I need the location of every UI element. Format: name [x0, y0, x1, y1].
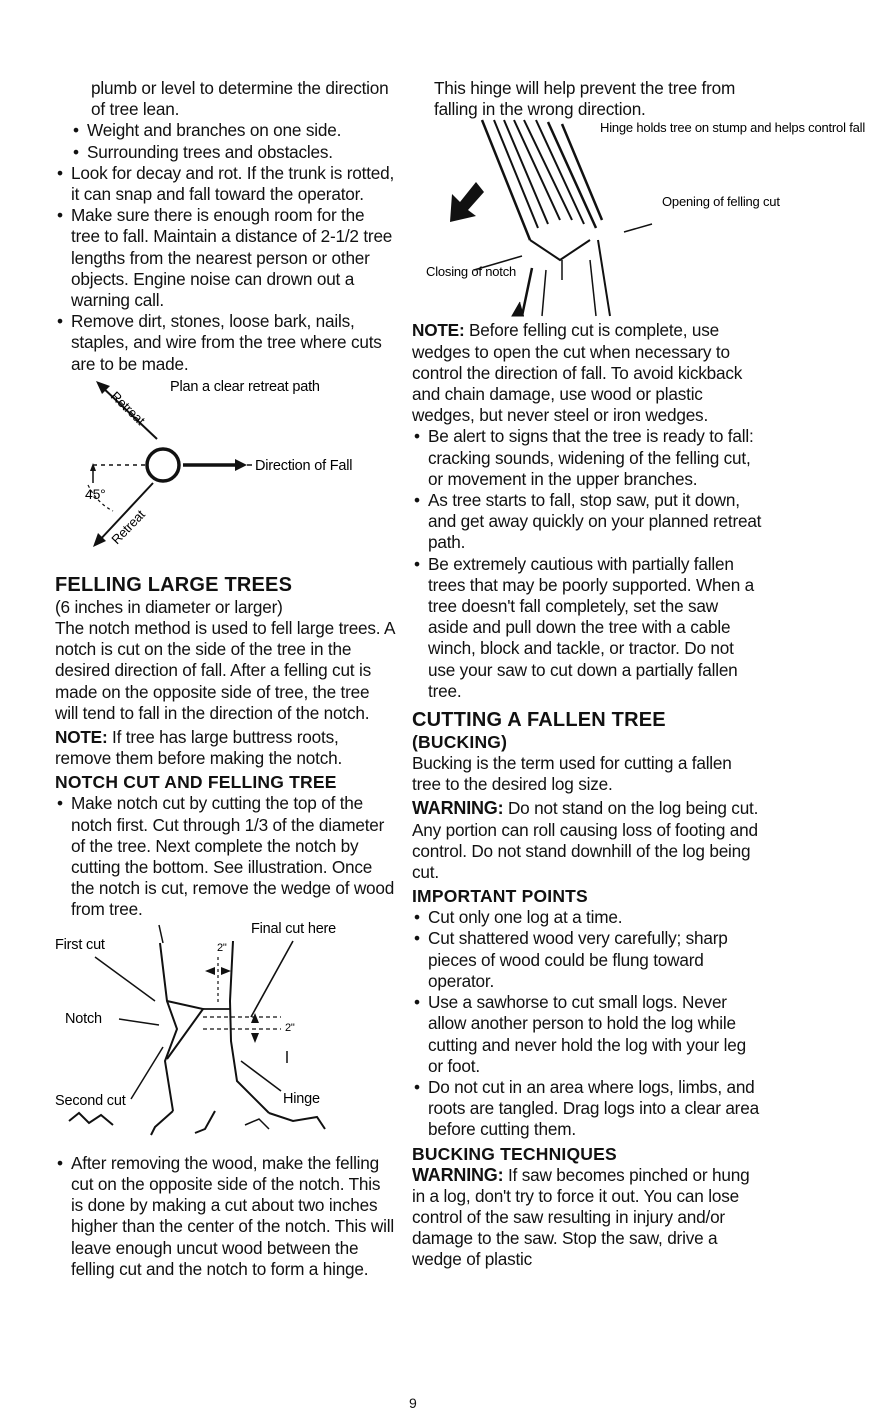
first-cut-bracket — [159, 925, 163, 943]
list-item: • Make sure there is enough room for the tree to fall. Maintain a distance of 2-1/2 tree lengths from the nearest person or other objects. Engine noise can drown out a warning call. — [55, 205, 395, 311]
buttress-note — [55, 727, 395, 769]
warning-text: If saw becomes pinched or hung in a log, don't try to force it out. You can lose control of the saw resulting in injury and/or damage to the saw. Stop the saw, drive a wedge of plastic — [412, 1164, 750, 1270]
warning-text: Do not stand on the log being cut. Any portion can roll causing loss of footing and control. Do not stand downhill of the log being cut. — [412, 798, 759, 883]
list-item: • Cut only one log at a time. — [412, 907, 762, 928]
grass-tuft — [245, 1119, 269, 1129]
left-column — [55, 78, 395, 1280]
plan-retreat-label: Plan a clear retreat path — [170, 378, 320, 395]
upper-retreat-label: Retreat — [107, 388, 148, 428]
stump-hatch — [590, 260, 596, 316]
notch-outline — [530, 240, 590, 260]
trunk-left-edge — [160, 943, 177, 1111]
tree-circle — [147, 449, 179, 481]
felling-subheading: (6 inches in diameter or larger) — [55, 596, 283, 617]
list-item: • Be extremely cautious with partially fallen trees that may be poorly supported. When a tree doesn't fall completely, set the saw aside and pull down the tree with a cable winch, block and tackle, or tractor. Do not use your saw to cut down a partially fallen tree. — [412, 554, 762, 702]
bucking-subheading: (BUCKING) — [412, 732, 508, 753]
felling-paragraph: The notch method is used to fell large trees. A notch is cut on the side of the tree in the desired direction of fall. After a felling cut is made on the opposite side of tree, the tree will tend to fall in the direction of the notch. — [55, 618, 395, 723]
dimension-arrow-icon — [221, 967, 231, 975]
trunk-hatch — [524, 120, 572, 220]
opening-pointer — [624, 224, 652, 232]
hinge-holds-label: Hinge holds tree on stump and helps control fall — [600, 120, 866, 136]
page-number: 9 — [409, 1395, 417, 1411]
top-dimension-label: 2" — [217, 941, 227, 954]
wedge-note — [412, 320, 762, 426]
list-item: • Do not cut in an area where logs, limbs, and roots are tangled. Drag logs into a clear area before cutting them. — [412, 1077, 762, 1141]
stump-hatch — [542, 270, 546, 316]
vertical-arrow-icon — [90, 463, 96, 471]
notch-wedge — [167, 1001, 203, 1059]
final-cut-pointer — [251, 941, 293, 1017]
felling-safety-list — [412, 426, 762, 702]
opening-label: Opening of felling cut — [662, 194, 780, 210]
list-item: • Remove dirt, stones, loose bark, nails, staples, and wire from the tree where cuts are to be made. — [55, 311, 395, 375]
warning-label: WARNING: — [412, 1164, 504, 1185]
list-item: • Make notch cut by cutting the top of the notch first. Cut through 1/3 of the diameter of the tree. Next complete the notch by cutting the bottom. See illustration. Once the notch is cut, remove the wedge of wood from tree. — [55, 793, 395, 920]
hinge-paragraph: This hinge will help prevent the tree from falling in the wrong direction. — [434, 78, 736, 120]
log-warning — [412, 798, 762, 883]
retreat-path-figure — [55, 375, 395, 567]
warning-label: WARNING: — [412, 798, 504, 819]
important-points-list — [412, 907, 762, 1140]
trunk-hatch — [536, 120, 584, 224]
root-left — [151, 1111, 173, 1135]
lower-retreat-label: Retreat — [108, 506, 148, 547]
dimension-arrow-icon — [251, 1033, 259, 1043]
notch-pointer — [119, 1019, 159, 1025]
notch-steps-list — [55, 793, 395, 920]
pinched-saw-warning — [412, 1165, 762, 1271]
first-cut-pointer — [95, 957, 155, 1001]
root-right — [269, 1113, 325, 1129]
direction-of-fall-label: Direction of Fall — [255, 457, 353, 474]
root-center — [195, 1111, 215, 1133]
list-item: • Surrounding trees and obstacles. — [71, 142, 395, 163]
cutting-fallen-tree-heading: CUTTING A FALLEN TREE — [412, 709, 666, 732]
right-column — [412, 78, 866, 1271]
list-item: • Be alert to signs that the tree is ready to fall: cracking sounds, widening of the felling cut, or movement in the upper branches. — [412, 426, 762, 490]
angle-label: 45° — [85, 485, 106, 502]
note-label: NOTE: — [412, 320, 465, 341]
first-cut-label: First cut — [55, 936, 105, 953]
felling-cut-list — [55, 1153, 395, 1280]
list-item: • Use a sawhorse to cut small logs. Never allow another person to hold the log while cutting and never hold the log with your leg or foot. — [412, 992, 762, 1077]
fall-direction-arrow-icon — [450, 182, 484, 222]
list-item: • As tree starts to fall, stop saw, put it down, and get away quickly on your planned retreat path. — [412, 490, 762, 554]
bucking-techniques-heading: BUCKING TECHNIQUES — [412, 1143, 617, 1164]
bucking-paragraph: Bucking is the term used for cutting a fallen tree to the desired log size. — [412, 753, 732, 795]
ground-left — [69, 1113, 113, 1125]
hinge-figure — [412, 120, 866, 320]
hinge-label: Hinge — [283, 1090, 320, 1107]
list-item: • After removing the wood, make the felling cut on the opposite side of the notch. This is done by making a cut about two inches higher than the center of the notch. This will leave enough uncut wood between the felling cut and the notch to form a hinge. — [55, 1153, 395, 1280]
list-item: • Look for decay and rot. If the trunk is rotted, it can snap and fall toward the operator. — [55, 163, 395, 205]
final-cut-label: Final cut here — [251, 920, 337, 937]
notch-cut-figure — [55, 921, 395, 1153]
notch-label: Notch — [65, 1010, 102, 1027]
fall-direction-arrowhead — [235, 459, 247, 471]
right-dimension-label: 2" — [285, 1021, 295, 1034]
note-label: NOTE: — [55, 727, 108, 748]
important-points-heading: IMPORTANT POINTS — [412, 886, 588, 907]
hinge-pointer — [241, 1061, 281, 1091]
second-cut-label: Second cut — [55, 1092, 126, 1109]
second-cut-pointer — [131, 1047, 163, 1099]
stump-right-edge — [598, 240, 610, 316]
precautions-list — [55, 163, 395, 375]
trunk-right-edge — [230, 941, 269, 1113]
notch-cut-heading: NOTCH CUT AND FELLING TREE — [55, 772, 337, 793]
list-item: • Weight and branches on one side. — [71, 120, 395, 141]
trunk-hatch — [562, 124, 602, 220]
lean-factors-list — [55, 120, 395, 162]
note-text: Before felling cut is complete, use wedges to open the cut when necessary to control the direction of fall. To avoid kickback and chain damage, use wood or plastic wedges, but never steel or iron wedges. — [412, 320, 743, 426]
stump-left-edge — [522, 268, 532, 316]
intro-continued: plumb or level to determine the direction of tree lean. — [91, 78, 389, 120]
closing-label: Closing of notch — [426, 264, 517, 280]
list-item: • Cut shattered wood very carefully; sharp pieces of wood could be flung toward operator. — [412, 928, 762, 992]
note-text: If tree has large buttress roots, remove them before making the notch. — [55, 727, 343, 769]
dimension-arrow-icon — [205, 967, 215, 975]
felling-large-trees-heading: FELLING LARGE TREES — [55, 573, 293, 596]
trunk-hatch — [504, 120, 548, 224]
trunk-hatch — [548, 122, 596, 228]
